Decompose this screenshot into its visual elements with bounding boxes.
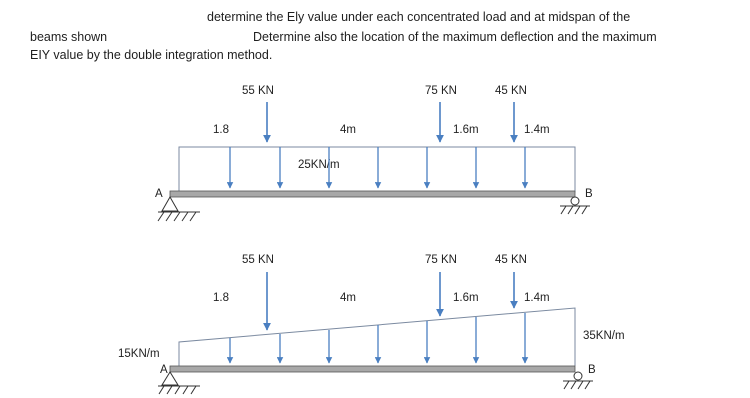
beam2-support-b-roller — [563, 372, 593, 389]
problem-line-2-right: Determine also the location of the maximum deflection and the maximum — [253, 30, 657, 44]
beam2-right-intensity-label: 35KN/m — [583, 330, 625, 342]
beam1-dim4-label: 1.4m — [524, 124, 550, 136]
beam2-support-b-label: B — [588, 364, 596, 376]
beam1-diagram — [158, 102, 590, 221]
beam1-dim3-label: 1.6m — [453, 124, 479, 136]
beam2-load3-label: 45 KN — [495, 254, 527, 266]
beam1-udl-arrows — [230, 147, 525, 188]
beam1-load1-label: 55 KN — [242, 85, 274, 97]
beam1-udl-outline — [179, 147, 575, 192]
beam2-dim4-label: 1.4m — [524, 292, 550, 304]
beam1-beam — [170, 191, 575, 197]
beam1-point-loads — [267, 102, 514, 142]
beam2-dim3-label: 1.6m — [453, 292, 479, 304]
beam2-point-loads — [267, 272, 514, 330]
problem-line-2-left: beams shown — [30, 30, 108, 44]
beam1-dim1-label: 1.8 — [213, 124, 229, 136]
beam2-distributed-arrows — [230, 313, 525, 363]
beam1-support-a-pin — [158, 197, 200, 221]
beam1-support-b-label: B — [585, 188, 593, 200]
problem-line-1: determine the Ely value under each concentrated load and at midspan of the — [207, 10, 631, 24]
beam2-support-a-pin — [158, 372, 200, 394]
beam1-udl-label: 25KN/m — [298, 159, 340, 171]
beam2-load2-label: 75 KN — [425, 254, 457, 266]
problem-line-3: EIY value by the double integration method. — [30, 48, 273, 62]
beam2-left-intensity-label: 15KN/m — [118, 348, 160, 360]
beam2-dim1-label: 1.8 — [213, 292, 229, 304]
beam2-diagram — [158, 272, 593, 394]
beam1-load2-label: 75 KN — [425, 85, 457, 97]
beam2-load1-label: 55 KN — [242, 254, 274, 266]
beam2-beam — [170, 366, 575, 372]
beam1-support-b-roller — [560, 197, 590, 214]
beam1-dim2-label: 4m — [340, 124, 356, 136]
beam1-support-a-label: A — [155, 188, 163, 200]
beam2-support-a-label: A — [160, 364, 168, 376]
beam1-load3-label: 45 KN — [495, 85, 527, 97]
beam2-dim2-label: 4m — [340, 292, 356, 304]
beam2-trapezoid-load-outline — [179, 308, 575, 366]
